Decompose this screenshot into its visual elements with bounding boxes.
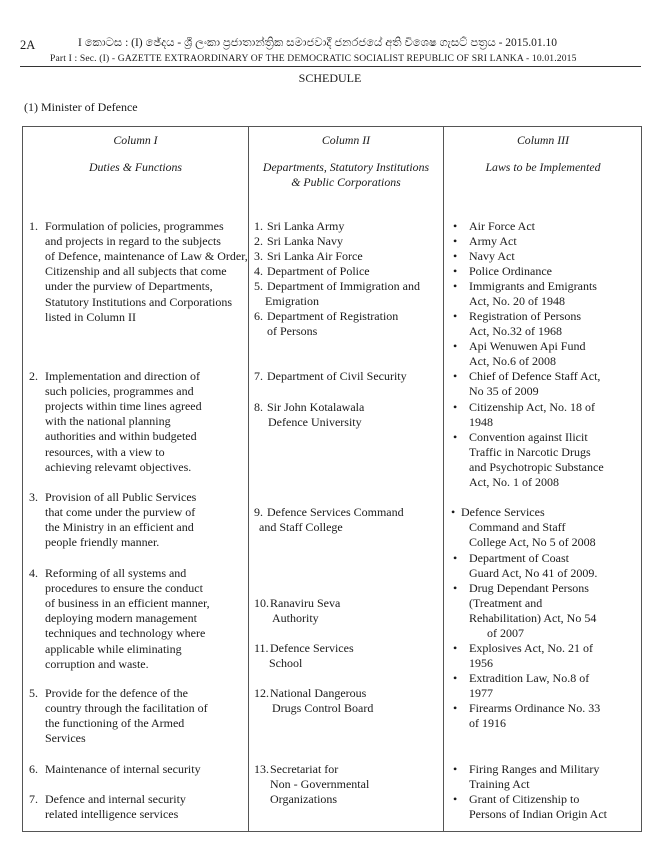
duty-number: 2. (29, 369, 38, 383)
duty-text-line: deploying modern management (45, 611, 197, 626)
department-name-line: Sri Lanka Navy (267, 234, 343, 248)
law-text-line: Immigrants and Emigrants (469, 279, 597, 293)
column-1-subheading: Duties & Functions (88, 160, 183, 174)
law-text-line: Citizenship Act, No. 18 of (469, 400, 595, 414)
department-name-line: Defence University (268, 415, 362, 430)
law-text-line: Firearms Ordinance No. 33 (469, 701, 601, 715)
law-text-line: Convention against Ilicit (469, 430, 588, 444)
department-name-line: Department of Immigration and (267, 279, 420, 293)
department-number: 8. (254, 400, 263, 414)
duty-text-line: resources, with a view to (45, 444, 165, 459)
law-text-line: Act, No.32 of 1968 (469, 324, 562, 339)
duty-text-line: Formulation of policies, programmes (45, 219, 224, 233)
duty-text-line: corruption and waste. (45, 656, 149, 671)
duty-number: 4. (29, 566, 38, 580)
page-number: 2A (20, 38, 36, 52)
column-1-heading: Column I (113, 133, 158, 147)
law-text-line: Act, No.6 of 2008 (469, 354, 556, 369)
duty-text-line: applicable while eliminating (45, 641, 182, 656)
duty-text-line: with the national planning (45, 414, 171, 429)
law-text-line: Firing Ranges and Military (469, 762, 600, 776)
duty-text-line: such policies, programmes and (45, 384, 194, 399)
duty-text-line: Implementation and direction of (45, 369, 200, 383)
duty-text-line: listed in Column II (45, 309, 136, 324)
duty-text-line: Provide for the defence of the (45, 686, 188, 700)
bullet-icon: • (453, 792, 458, 806)
duty-text-line: and projects in regard to the subjects (45, 234, 221, 249)
duty-text-line: Citizenship and all subjects that come (45, 264, 227, 279)
gazette-english-header: Part I : Sec. (I) - GAZETTE EXTRAORDINARY OF THE DEMOCRATIC SOCIALIST REPUBLIC OF SRI LANKA - 10.01.2015 (50, 53, 577, 64)
department-name-line: Sri Lanka Air Force (267, 249, 363, 263)
duty-number: 3. (29, 490, 38, 504)
law-text-line: Api Wenuwen Api Fund (469, 339, 586, 353)
department-number: 9. (254, 505, 263, 519)
duty-text-line: people friendly manner. (45, 535, 160, 550)
duty-text-line: that come under the purview of (45, 505, 196, 520)
department-number: 11. (254, 641, 269, 655)
column-2-subheading: Departments, Statutory Institutions & Public Corporations (262, 160, 430, 189)
bullet-icon: • (453, 219, 458, 233)
law-text-line: 1956 (469, 656, 493, 671)
law-text-line: Air Force Act (469, 219, 535, 233)
law-text-line: Registration of Persons (469, 309, 581, 323)
bullet-icon: • (453, 279, 458, 293)
law-text-line: of 2007 (487, 626, 524, 641)
department-number: 4. (254, 264, 263, 278)
bullet-icon: • (453, 581, 458, 595)
department-name-line: of Persons (267, 324, 318, 339)
law-text-line: Police Ordinance (469, 264, 552, 278)
department-name-line: School (269, 656, 303, 671)
department-number: 6. (254, 309, 263, 323)
bullet-icon: • (453, 762, 458, 776)
duty-text-line: Provision of all Public Services (45, 490, 197, 504)
department-name-line: Secretariat for (270, 762, 339, 776)
law-text-line: College Act, No 5 of 2008 (469, 535, 596, 550)
department-name-line: Sri Lanka Army (267, 219, 345, 233)
law-text-line: Command and Staff (469, 520, 566, 535)
department-name-line: and Staff College (259, 520, 343, 535)
duty-text-line: Services (45, 731, 86, 746)
header-divider (20, 66, 641, 67)
column-3-subheading: Laws to be Implemented (485, 160, 601, 174)
department-name-line: Authority (272, 611, 319, 626)
column-2-heading: Column II (321, 133, 371, 147)
law-text-line: Army Act (469, 234, 517, 248)
department-number: 10. (254, 596, 269, 610)
duty-text-line: country through the facilitation of (45, 701, 208, 716)
bullet-icon: • (453, 234, 458, 248)
law-text-line: 1977 (469, 686, 493, 701)
duty-text-line: techniques and technology where (45, 626, 206, 641)
department-number: 2. (254, 234, 263, 248)
law-text-line: Persons of Indian Origin Act (469, 807, 607, 822)
department-name-line: Defence Services Command (267, 505, 404, 519)
bullet-icon: • (453, 249, 458, 263)
law-text-line: Chief of Defence Staff Act, (469, 369, 601, 383)
bullet-icon: • (453, 309, 458, 323)
ministry-title: (1) Minister of Defence (24, 100, 138, 114)
department-number: 3. (254, 249, 263, 263)
department-name-line: Department of Registration (267, 309, 399, 323)
law-text-line: 1948 (469, 415, 493, 430)
department-name-line: Ranaviru Seva (270, 596, 341, 610)
schedule-title: SCHEDULE (298, 71, 362, 85)
duty-number: 7. (29, 792, 38, 806)
law-text-line: Act, No. 20 of 1948 (469, 294, 565, 309)
bullet-icon: • (453, 369, 458, 383)
duty-text-line: the Ministry in an efficient and (45, 520, 194, 535)
department-name-line: Sir John Kotalawala (267, 400, 365, 414)
bullet-icon: • (453, 641, 458, 655)
duty-number: 5. (29, 686, 38, 700)
duty-text-line: achieving relevamt objectives. (45, 459, 192, 474)
bullet-icon: • (453, 400, 458, 414)
law-text-line: No 35 of 2009 (469, 384, 539, 399)
duty-number: 6. (29, 762, 38, 776)
duty-text-line: of business in an efficient manner, (45, 596, 210, 611)
law-text-line: (Treatment and (469, 596, 543, 611)
department-number: 5. (254, 279, 263, 293)
duty-text-line: under the purview of Departments, (45, 279, 213, 294)
department-name-line: National Dangerous (270, 686, 367, 700)
department-number: 12. (254, 686, 269, 700)
bullet-icon: • (453, 701, 458, 715)
duty-text-line: of Defence, maintenance of Law & Order, (45, 249, 248, 264)
duty-text-line: authorities and within budgeted (45, 429, 197, 444)
bullet-icon: • (451, 505, 456, 519)
law-text-line: Rehabilitation) Act, No 54 (469, 611, 597, 626)
department-name-line: Defence Services (270, 641, 354, 655)
department-name-line: Emigration (265, 294, 319, 309)
law-text-line: Department of Coast (469, 551, 569, 565)
law-text-line: Explosives Act, No. 21 of (469, 641, 593, 655)
law-text-line: Extradition Law, No.8 of (469, 671, 590, 685)
duty-text-line: projects within time lines agreed (45, 399, 202, 414)
duty-text-line: Reforming of all systems and (45, 566, 187, 580)
law-text-line: Drug Dependant Persons (469, 581, 589, 595)
duty-text-line: Statutory Institutions and Corporations (45, 294, 232, 309)
bullet-icon: • (453, 551, 458, 565)
department-number: 7. (254, 369, 263, 383)
law-text-line: Grant of Citizenship to (469, 792, 580, 806)
law-text-line: Act, No. 1 of 2008 (469, 475, 559, 490)
bullet-icon: • (453, 339, 458, 353)
duty-text-line: Defence and internal security (45, 792, 186, 806)
law-text-line: Training Act (469, 777, 530, 792)
bullet-icon: • (453, 264, 458, 278)
department-name-line: Drugs Control Board (272, 701, 374, 716)
duty-text-line: related intelligence services (45, 807, 179, 822)
duty-text-line: Maintenance of internal security (45, 762, 201, 776)
column-divider-2 (443, 126, 444, 832)
law-text-line: Guard Act, No 41 of 2009. (469, 566, 598, 581)
department-number: 1. (254, 219, 263, 233)
bullet-icon: • (453, 430, 458, 444)
column-divider-1 (248, 126, 249, 832)
law-text-line: Navy Act (469, 249, 515, 263)
law-text-line: Traffic in Narcotic Drugs (469, 445, 591, 460)
law-text-line: of 1916 (469, 716, 506, 731)
department-name-line: Organizations (270, 792, 338, 807)
duty-number: 1. (29, 219, 38, 233)
column-3-heading: Column III (516, 133, 570, 147)
duty-text-line: procedures to ensure the conduct (45, 581, 203, 596)
gazette-sinhala-header: I කොටස : (I) ඡේදය - ශ්‍රී ලංකා ප්‍රජාතාන්ත්‍රික සමාජවාදී ජනරජයේ අති විශෙෂ ගැසට් පත්‍රය - 2015.01.10 (78, 37, 558, 49)
department-name-line: Non - Governmental (270, 777, 370, 792)
law-text-line: Defence Services (461, 505, 545, 519)
department-name-line: Department of Police (267, 264, 370, 278)
bullet-icon: • (453, 671, 458, 685)
law-text-line: and Psychotropic Substance (469, 460, 604, 475)
department-number: 13. (254, 762, 269, 776)
department-name-line: Department of Civil Security (267, 369, 407, 383)
duty-text-line: the functioning of the Armed (45, 716, 185, 731)
